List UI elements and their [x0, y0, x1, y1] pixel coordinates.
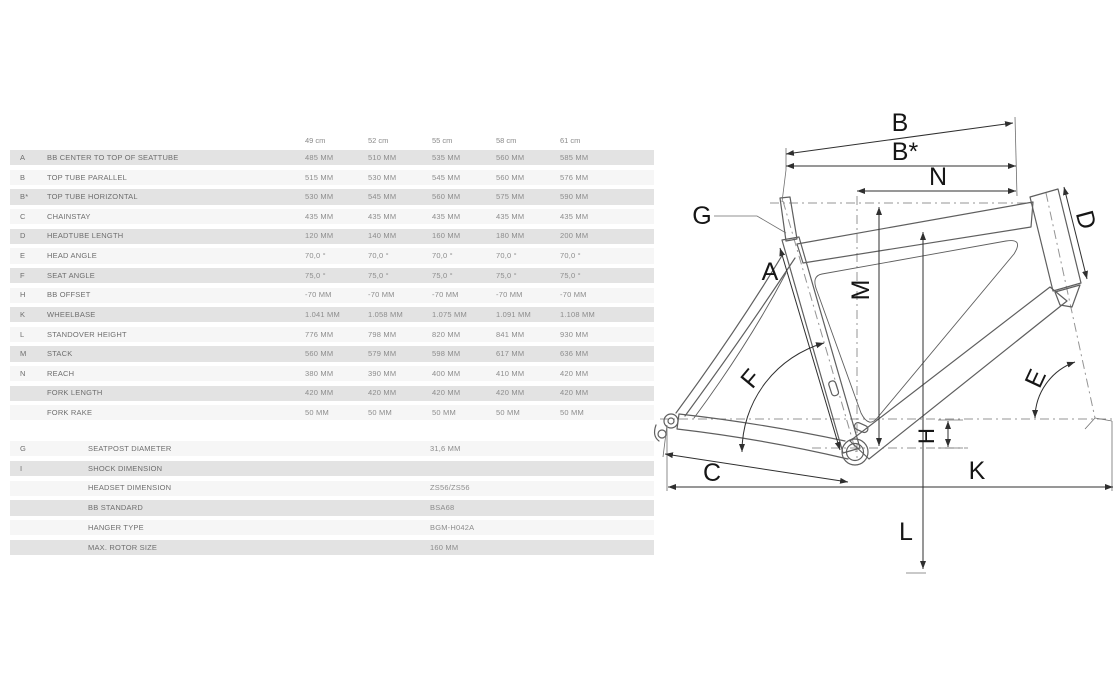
- row-letter: B*: [20, 192, 29, 202]
- dim-label-c: C: [702, 459, 722, 487]
- size-header-55: 55 cm: [432, 136, 453, 145]
- row-label: TOP TUBE HORIZONTAL: [47, 192, 138, 202]
- row-value: 841 MM: [496, 329, 525, 339]
- row-value: 180 MM: [496, 231, 525, 241]
- row-value: 75,0 °: [368, 270, 389, 280]
- row-value: 70,0 °: [368, 251, 389, 261]
- row-label: BB CENTER TO TOP OF SEATTUBE: [47, 153, 179, 162]
- bike-frame-outline: [655, 189, 1081, 465]
- row-value: 576 MM: [560, 172, 589, 182]
- row-value: 390 MM: [368, 368, 397, 378]
- row-value: 560 MM: [305, 349, 334, 359]
- row-letter: A: [20, 153, 26, 162]
- row-label: HEADTUBE LENGTH: [47, 231, 124, 241]
- dim-label-h: H: [914, 428, 939, 444]
- dim-label-l: L: [899, 518, 913, 546]
- row-value: 617 MM: [496, 349, 525, 359]
- row-value: 1.058 MM: [368, 309, 403, 319]
- row-value: -70 MM: [432, 290, 459, 300]
- row-value: 575 MM: [496, 192, 525, 202]
- row-value: 1.075 MM: [432, 309, 467, 319]
- row-value: 435 MM: [560, 211, 589, 221]
- row-value: -70 MM: [305, 290, 332, 300]
- row-value: 380 MM: [305, 368, 334, 378]
- size-header-61: 61 cm: [560, 136, 581, 145]
- row-value: 798 MM: [368, 329, 397, 339]
- row-value: 530 MM: [305, 192, 334, 202]
- row-value: 515 MM: [305, 172, 334, 182]
- row-letter: I: [20, 463, 23, 473]
- row-value: 776 MM: [305, 329, 334, 339]
- row-letter: B: [20, 172, 26, 182]
- size-header-49: 49 cm: [305, 136, 326, 145]
- row-value: 560 MM: [432, 192, 461, 202]
- dim-label-e: E: [1019, 365, 1052, 393]
- row-label: FORK LENGTH: [47, 388, 103, 398]
- row-value: 485 MM: [305, 153, 334, 162]
- row-label: HEADSET DIMENSION: [88, 483, 172, 493]
- row-value: 75,0 °: [496, 270, 517, 280]
- row-value: 140 MM: [368, 231, 397, 241]
- row-value: 75,0 °: [432, 270, 453, 280]
- row-letter: D: [20, 231, 26, 241]
- row-value: 545 MM: [368, 192, 397, 202]
- row-letter: N: [20, 368, 26, 378]
- row-label: TOP TUBE PARALLEL: [47, 172, 127, 182]
- row-value: 50 MM: [560, 408, 584, 418]
- row-value: 420 MM: [432, 388, 461, 398]
- row-value: 50 MM: [305, 408, 329, 418]
- row-letter: M: [20, 349, 27, 359]
- row-value: -70 MM: [368, 290, 395, 300]
- row-value: 160 MM: [430, 542, 459, 552]
- row-value: 930 MM: [560, 329, 589, 339]
- row-label: SEATPOST DIAMETER: [88, 444, 172, 453]
- row-letter: L: [20, 329, 25, 339]
- dim-label-m: M: [847, 279, 875, 301]
- row-value: 70,0 °: [305, 251, 326, 261]
- row-value: 435 MM: [368, 211, 397, 221]
- row-value: 70,0 °: [560, 251, 581, 261]
- row-value: 31,6 MM: [430, 444, 461, 453]
- row-label: BB OFFSET: [47, 290, 91, 300]
- row-value: 636 MM: [560, 349, 589, 359]
- dim-label-f: F: [735, 364, 767, 394]
- row-letter: K: [20, 309, 26, 319]
- row-value: 1.091 MM: [496, 309, 531, 319]
- row-value: 50 MM: [496, 408, 520, 418]
- row-value: 410 MM: [496, 368, 525, 378]
- row-label: STANDOVER HEIGHT: [47, 329, 127, 339]
- row-value: 590 MM: [560, 192, 589, 202]
- row-letter: C: [20, 211, 26, 221]
- row-value: 820 MM: [432, 329, 461, 339]
- row-value: 420 MM: [560, 388, 589, 398]
- row-value: 160 MM: [432, 231, 461, 241]
- dim-label-d: D: [1069, 207, 1102, 233]
- row-label: STACK: [47, 349, 73, 359]
- row-value: 1.041 MM: [305, 309, 340, 319]
- row-letter: H: [20, 290, 26, 300]
- row-value: 50 MM: [432, 408, 456, 418]
- center-lines: [660, 193, 1112, 462]
- row-value: BGM-H042A: [430, 522, 475, 532]
- row-value: 585 MM: [560, 153, 589, 162]
- extension-lines: [663, 117, 1112, 573]
- row-label: WHEELBASE: [47, 309, 96, 319]
- row-value: -70 MM: [560, 290, 587, 300]
- row-value: 200 MM: [560, 231, 589, 241]
- row-label: HEAD ANGLE: [47, 251, 97, 261]
- row-label: HANGER TYPE: [88, 522, 144, 532]
- row-value: 510 MM: [368, 153, 397, 162]
- dim-label-k: K: [968, 457, 986, 485]
- row-letter: E: [20, 251, 26, 261]
- row-label: MAX. ROTOR SIZE: [88, 542, 158, 552]
- row-value: 420 MM: [560, 368, 589, 378]
- row-value: 50 MM: [368, 408, 392, 418]
- dim-label-g: G: [692, 202, 712, 230]
- row-value: 400 MM: [432, 368, 461, 378]
- size-header-52: 52 cm: [368, 136, 389, 145]
- row-value: 435 MM: [305, 211, 334, 221]
- row-label: FORK RAKE: [47, 408, 93, 418]
- dimension-labels: [692, 109, 1101, 546]
- row-label: REACH: [47, 368, 75, 378]
- row-label: CHAINSTAY: [47, 211, 91, 221]
- size-header-58: 58 cm: [496, 136, 517, 145]
- row-value: 530 MM: [368, 172, 397, 182]
- dim-label-b-star: B*: [891, 138, 919, 166]
- dim-label-a: A: [761, 258, 779, 286]
- row-value: 579 MM: [368, 349, 397, 359]
- row-label: SEAT ANGLE: [47, 270, 95, 280]
- dim-label-b: B: [891, 109, 909, 137]
- row-letter: F: [20, 270, 25, 280]
- row-value: 598 MM: [432, 349, 461, 359]
- row-value: BSA68: [430, 503, 455, 513]
- row-value: 545 MM: [432, 172, 461, 182]
- row-value: 420 MM: [368, 388, 397, 398]
- row-label: BB STANDARD: [88, 503, 143, 513]
- dim-label-n: N: [928, 163, 948, 191]
- row-letter: G: [20, 444, 27, 453]
- row-value: 560 MM: [496, 172, 525, 182]
- row-value: 420 MM: [305, 388, 334, 398]
- row-value: 560 MM: [496, 153, 525, 162]
- row-value: 420 MM: [496, 388, 525, 398]
- row-value: 70,0 °: [432, 251, 453, 261]
- row-value: 435 MM: [496, 211, 525, 221]
- row-label: SHOCK DIMENSION: [88, 463, 163, 473]
- row-value: -70 MM: [496, 290, 523, 300]
- row-value: 535 MM: [432, 153, 461, 162]
- row-value: 70,0 °: [496, 251, 517, 261]
- dimension-lines: [665, 123, 1113, 569]
- row-value: 1.108 MM: [560, 309, 595, 319]
- row-value: ZS56/ZS56: [430, 483, 470, 493]
- row-value: 435 MM: [432, 211, 461, 221]
- row-value: 120 MM: [305, 231, 334, 241]
- row-value: 75,0 °: [560, 270, 581, 280]
- row-value: 75,0 °: [305, 270, 326, 280]
